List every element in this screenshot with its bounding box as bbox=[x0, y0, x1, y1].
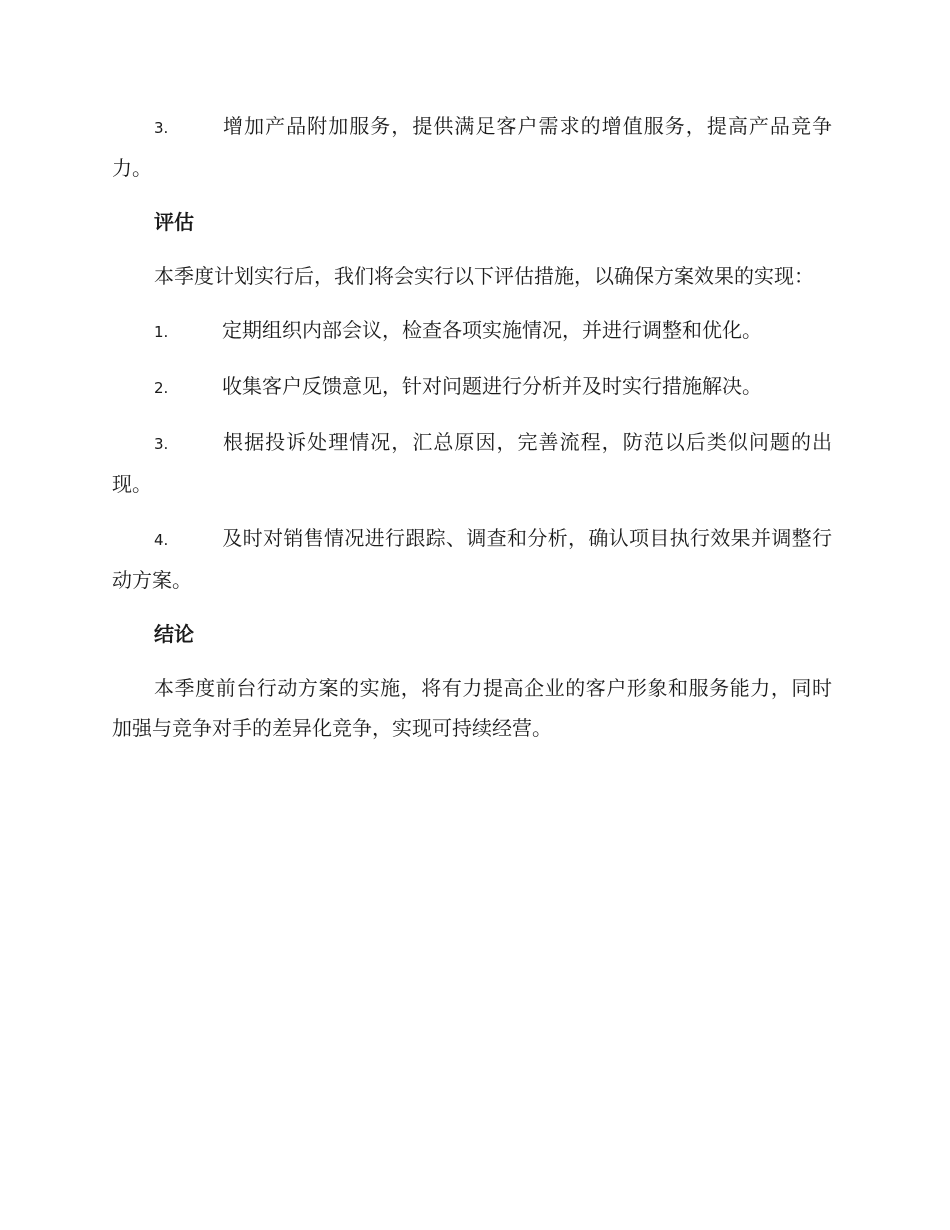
list-number: 2. bbox=[154, 379, 169, 397]
list-item bbox=[112, 518, 832, 600]
list-item bbox=[112, 106, 832, 188]
document-page bbox=[112, 106, 832, 762]
section-heading-evaluation: 评估 bbox=[154, 210, 194, 234]
conclusion-text: 本季度前台行动方案的实施，将有力提高企业的客户形象和服务能力，同时加强与竞争对手的差异化竞争，实现可持续经营。 bbox=[112, 676, 832, 740]
list-number: 3. bbox=[154, 435, 169, 453]
list-item bbox=[112, 422, 832, 504]
list-text: 及时对销售情况进行跟踪、调查和分析，确认项目执行效果并调整行动方案。 bbox=[112, 526, 832, 592]
list-item bbox=[112, 310, 832, 352]
evaluation-intro: 本季度计划实行后，我们将会实行以下评估措施，以确保方案效果的实现： bbox=[154, 264, 814, 288]
section-heading-conclusion: 结论 bbox=[154, 622, 194, 646]
list-number: 1. bbox=[154, 323, 169, 341]
list-text: 定期组织内部会议，检查各项实施情况，并进行调整和优化。 bbox=[222, 318, 762, 342]
list-number: 3. bbox=[154, 119, 169, 137]
list-text: 根据投诉处理情况，汇总原因，完善流程，防范以后类似问题的出现。 bbox=[112, 430, 832, 496]
list-number: 4. bbox=[154, 531, 169, 549]
list-text: 收集客户反馈意见，针对问题进行分析并及时实行措施解决。 bbox=[222, 374, 762, 398]
list-text: 增加产品附加服务，提供满足客户需求的增值服务，提高产品竞争力。 bbox=[112, 114, 832, 180]
list-item bbox=[112, 366, 832, 408]
